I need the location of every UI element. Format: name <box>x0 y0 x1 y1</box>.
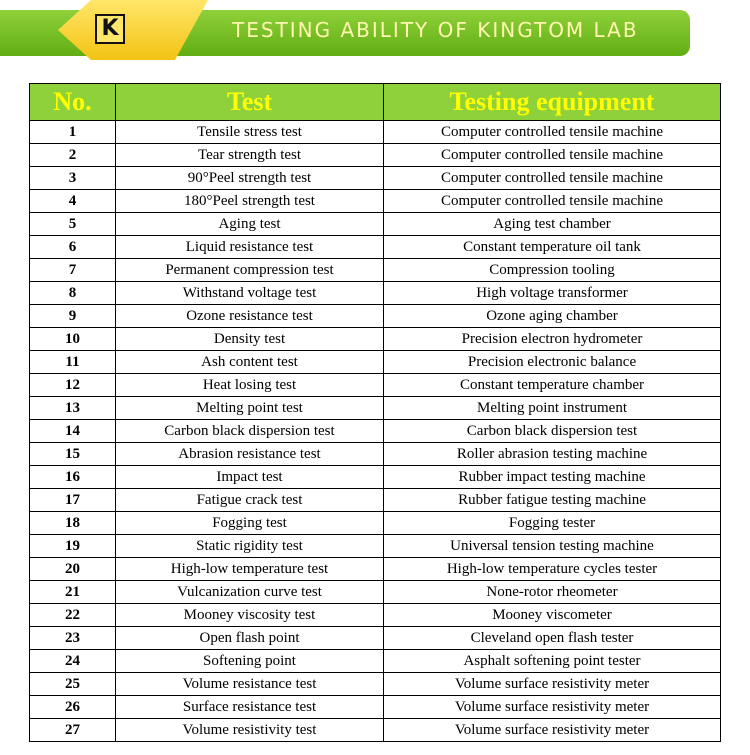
table-row <box>30 305 721 328</box>
cell-no: 7 <box>30 259 116 282</box>
cell-test: Volume resistance test <box>116 673 384 696</box>
cell-equipment: Universal tension testing machine <box>384 535 721 558</box>
cell-equipment: Asphalt softening point tester <box>384 650 721 673</box>
cell-test: Impact test <box>116 466 384 489</box>
cell-equipment: Compression tooling <box>384 259 721 282</box>
header-no: No. <box>30 84 116 121</box>
cell-no: 13 <box>30 397 116 420</box>
cell-no: 23 <box>30 627 116 650</box>
cell-test: Ash content test <box>116 351 384 374</box>
cell-no: 21 <box>30 581 116 604</box>
cell-test: High-low temperature test <box>116 558 384 581</box>
cell-equipment: None-rotor rheometer <box>384 581 721 604</box>
table-row <box>30 443 721 466</box>
cell-test: Mooney viscosity test <box>116 604 384 627</box>
table-row <box>30 167 721 190</box>
table-row <box>30 420 721 443</box>
cell-test: Carbon black dispersion test <box>116 420 384 443</box>
cell-test: Heat losing test <box>116 374 384 397</box>
cell-no: 16 <box>30 466 116 489</box>
cell-no: 3 <box>30 167 116 190</box>
cell-no: 11 <box>30 351 116 374</box>
kingtom-logo <box>95 14 125 44</box>
header-test: Test <box>116 84 384 121</box>
testing-ability-table <box>29 83 721 742</box>
cell-equipment: Melting point instrument <box>384 397 721 420</box>
cell-no: 8 <box>30 282 116 305</box>
cell-equipment: Cleveland open flash tester <box>384 627 721 650</box>
cell-no: 2 <box>30 144 116 167</box>
table-row <box>30 259 721 282</box>
cell-equipment: Fogging tester <box>384 512 721 535</box>
cell-test: Vulcanization curve test <box>116 581 384 604</box>
cell-test: Permanent compression test <box>116 259 384 282</box>
table-row <box>30 328 721 351</box>
cell-no: 5 <box>30 213 116 236</box>
cell-test: Fogging test <box>116 512 384 535</box>
table-row <box>30 466 721 489</box>
cell-equipment: Volume surface resistivity meter <box>384 719 721 742</box>
cell-no: 25 <box>30 673 116 696</box>
cell-no: 19 <box>30 535 116 558</box>
cell-equipment: Precision electronic balance <box>384 351 721 374</box>
table-row <box>30 696 721 719</box>
table-row <box>30 604 721 627</box>
cell-equipment: Computer controlled tensile machine <box>384 167 721 190</box>
cell-equipment: Computer controlled tensile machine <box>384 190 721 213</box>
cell-equipment: Volume surface resistivity meter <box>384 673 721 696</box>
cell-no: 9 <box>30 305 116 328</box>
cell-equipment: Volume surface resistivity meter <box>384 696 721 719</box>
table-row <box>30 512 721 535</box>
table-row <box>30 719 721 742</box>
cell-equipment: Constant temperature oil tank <box>384 236 721 259</box>
cell-equipment: High voltage transformer <box>384 282 721 305</box>
cell-equipment: High-low temperature cycles tester <box>384 558 721 581</box>
cell-equipment: Roller abrasion testing machine <box>384 443 721 466</box>
table-row <box>30 236 721 259</box>
table-row <box>30 397 721 420</box>
cell-no: 18 <box>30 512 116 535</box>
table-row <box>30 282 721 305</box>
cell-no: 6 <box>30 236 116 259</box>
table-row <box>30 144 721 167</box>
cell-equipment: Rubber fatigue testing machine <box>384 489 721 512</box>
cell-no: 1 <box>30 121 116 144</box>
header-equipment: Testing equipment <box>384 84 721 121</box>
cell-test: Tensile stress test <box>116 121 384 144</box>
logo-letter: K <box>101 16 119 41</box>
table-row <box>30 489 721 512</box>
cell-equipment: Aging test chamber <box>384 213 721 236</box>
table-row <box>30 581 721 604</box>
cell-equipment: Ozone aging chamber <box>384 305 721 328</box>
table-row <box>30 627 721 650</box>
cell-test: Volume resistivity test <box>116 719 384 742</box>
cell-test: Surface resistance test <box>116 696 384 719</box>
cell-no: 26 <box>30 696 116 719</box>
table-row <box>30 558 721 581</box>
cell-test: Melting point test <box>116 397 384 420</box>
cell-equipment: Precision electron hydrometer <box>384 328 721 351</box>
cell-equipment: Carbon black dispersion test <box>384 420 721 443</box>
table-row <box>30 535 721 558</box>
cell-test: 90°Peel strength test <box>116 167 384 190</box>
cell-test: Aging test <box>116 213 384 236</box>
cell-no: 20 <box>30 558 116 581</box>
table-row <box>30 121 721 144</box>
cell-test: Softening point <box>116 650 384 673</box>
cell-no: 12 <box>30 374 116 397</box>
cell-equipment: Constant temperature chamber <box>384 374 721 397</box>
cell-equipment: Rubber impact testing machine <box>384 466 721 489</box>
cell-test: Ozone resistance test <box>116 305 384 328</box>
cell-test: Abrasion resistance test <box>116 443 384 466</box>
banner-title: TESTING ABILITY OF KINGTOM LAB <box>232 18 639 42</box>
cell-no: 15 <box>30 443 116 466</box>
cell-test: 180°Peel strength test <box>116 190 384 213</box>
banner <box>0 0 750 70</box>
cell-no: 24 <box>30 650 116 673</box>
cell-equipment: Computer controlled tensile machine <box>384 144 721 167</box>
table-row <box>30 374 721 397</box>
cell-no: 4 <box>30 190 116 213</box>
cell-no: 17 <box>30 489 116 512</box>
cell-no: 27 <box>30 719 116 742</box>
table-row <box>30 351 721 374</box>
cell-no: 22 <box>30 604 116 627</box>
cell-test: Fatigue crack test <box>116 489 384 512</box>
table-row <box>30 190 721 213</box>
table-row <box>30 673 721 696</box>
cell-test: Density test <box>116 328 384 351</box>
table-row <box>30 213 721 236</box>
cell-test: Tear strength test <box>116 144 384 167</box>
table-header-row <box>30 84 721 121</box>
cell-no: 14 <box>30 420 116 443</box>
cell-equipment: Computer controlled tensile machine <box>384 121 721 144</box>
cell-test: Withstand voltage test <box>116 282 384 305</box>
cell-no: 10 <box>30 328 116 351</box>
cell-test: Open flash point <box>116 627 384 650</box>
cell-test: Static rigidity test <box>116 535 384 558</box>
table-row <box>30 650 721 673</box>
cell-equipment: Mooney viscometer <box>384 604 721 627</box>
cell-test: Liquid resistance test <box>116 236 384 259</box>
